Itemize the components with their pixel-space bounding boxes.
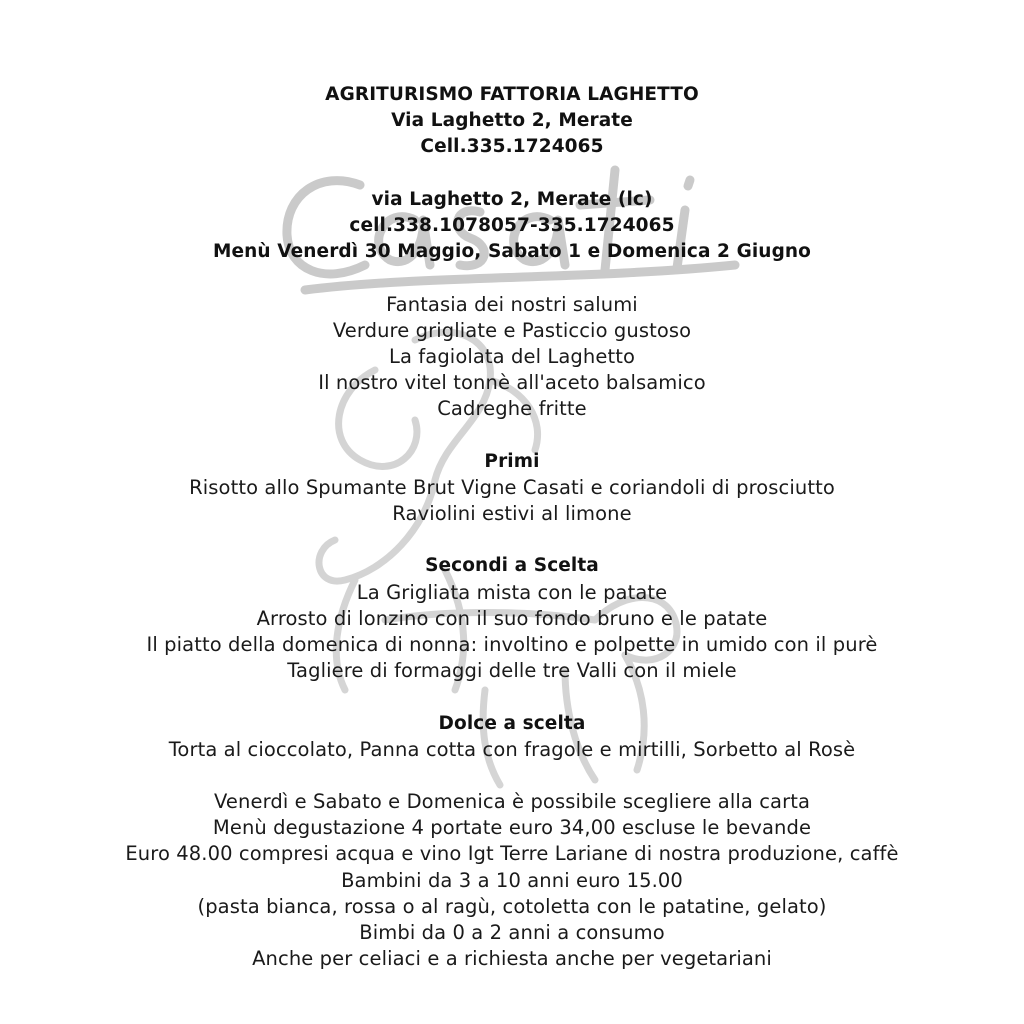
antipasto-item: Cadreghe fritte <box>437 397 587 421</box>
info-line: Bimbi da 0 a 2 anni a consumo <box>359 921 665 944</box>
info-line: Bambini da 3 a 10 anni euro 15.00 <box>341 868 683 892</box>
section-title-secondi: Secondi a Scelta <box>425 555 599 577</box>
spacer <box>0 161 1024 187</box>
primo-item: Risotto allo Spumante Brut Vigne Casati e coriandoli di prosciutto <box>189 475 835 499</box>
section-title-primi: Primi <box>484 450 540 472</box>
restaurant-phone: Cell.335.1724065 <box>420 136 604 158</box>
restaurant-address-full: via Laghetto 2, Merate (lc) <box>371 188 653 210</box>
info-line: Euro 48.00 compresi acqua e vino Igt Terre Lariane di nostra produzione, caffè <box>125 842 899 866</box>
secondo-item: Il piatto della domenica di nonna: involtino e polpette in umido con il purè <box>146 632 878 656</box>
antipasto-item: Il nostro vitel tonnè all'aceto balsamico <box>318 371 706 395</box>
antipasto-item: Verdure grigliate e Pasticcio gustoso <box>332 318 692 342</box>
spacer <box>0 527 1024 553</box>
restaurant-address: Via Laghetto 2, Merate <box>391 110 633 132</box>
info-line: Venerdì e Sabato e Domenica è possibile scegliere alla carta <box>214 790 810 814</box>
restaurant-phones: cell.338.1078057-335.1724065 <box>349 214 675 236</box>
spacer <box>0 763 1024 789</box>
section-title-dolce: Dolce a scelta <box>438 712 586 734</box>
antipasto-item: La fagiolata del Laghetto <box>389 344 635 368</box>
secondo-item: La Grigliata mista con le patate <box>356 580 668 604</box>
menu-date: Menù Venerdì 30 Maggio, Sabato 1 e Domenica 2 Giugno <box>213 241 811 263</box>
info-line: (pasta bianca, rossa o al ragù, cotoletta con le patatine, gelato) <box>197 894 827 918</box>
spacer <box>0 265 1024 291</box>
dolce-item: Torta al cioccolato, Panna cotta con fragole e mirtilli, Sorbetto al Rosè <box>168 737 856 761</box>
restaurant-name: AGRITURISMO FATTORIA LAGHETTO <box>325 84 699 105</box>
info-line: Anche per celiaci e a richiesta anche per vegetariani <box>252 947 772 971</box>
primo-item: Raviolini estivi al limone <box>392 502 632 525</box>
spacer <box>0 684 1024 710</box>
menu-text <box>0 82 1024 972</box>
secondo-item: Tagliere di formaggi delle tre Valli con il miele <box>287 659 737 683</box>
antipasto-item: Fantasia dei nostri salumi <box>386 292 638 316</box>
info-line: Menù degustazione 4 portate euro 34,00 escluse le bevande <box>212 816 812 840</box>
secondo-item: Arrosto di lonzino con il suo fondo bruno e le patate <box>256 606 768 630</box>
spacer <box>0 422 1024 448</box>
